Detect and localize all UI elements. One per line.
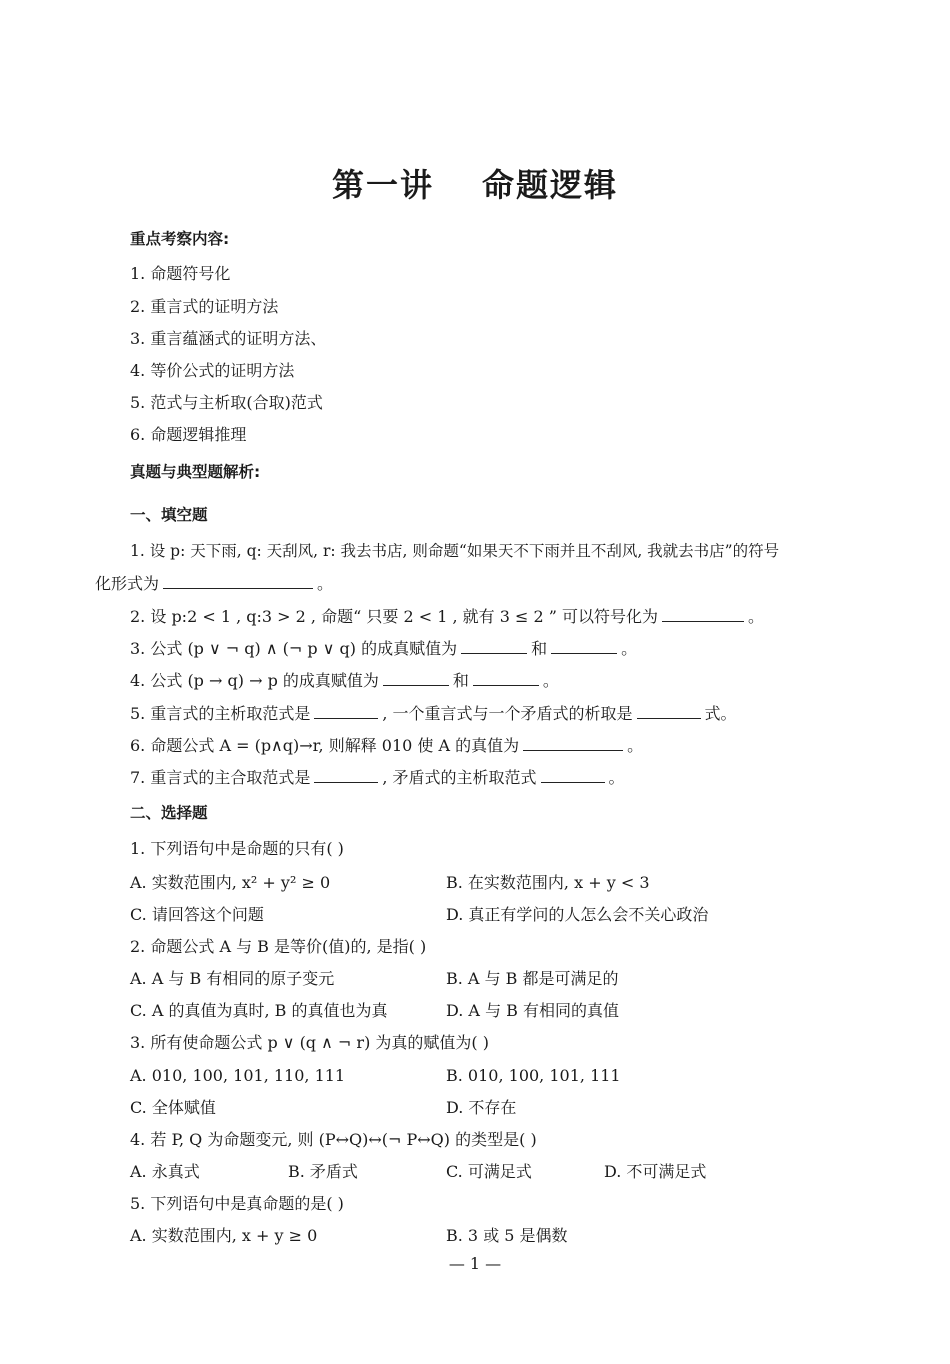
fill-q5: 5. 重言式的主析取范式是 , 一个重言式与一个矛盾式的析取是 式。 — [130, 704, 737, 723]
fill-q6: 6. 命题公式 A = (p∧q)→r, 则解释 010 使 A 的真值为 。 — [130, 736, 644, 755]
page-number: — 1 — — [448, 1254, 502, 1273]
choice-q4-stem: 4. 若 P, Q 为命题变元, 则 (P↔Q)↔(¬ P↔Q) 的类型是( ) — [130, 1130, 537, 1149]
choice-q4-option-a[interactable]: A. 永真式 — [130, 1162, 200, 1181]
focus-item: 5. 范式与主析取(合取)范式 — [130, 393, 323, 412]
fill-q1-line1: 1. 设 p: 天下雨, q: 天刮风, r: 我去书店, 则命题“如果天不下雨并且不刮风, 我就去书店”的符号 — [130, 542, 780, 560]
answer-blank[interactable] — [383, 669, 449, 686]
choice-q4-option-d[interactable]: D. 不可满足式 — [604, 1162, 707, 1181]
focus-item: 4. 等价公式的证明方法 — [130, 361, 295, 380]
choice-q1-stem: 1. 下列语句中是命题的只有( ) — [130, 839, 344, 858]
focus-item: 3. 重言蕴涵式的证明方法、 — [130, 329, 327, 348]
choice-q2-option-c[interactable]: C. A 的真值为真时, B 的真值也为真 — [130, 1001, 388, 1020]
choice-heading: 二、选择题 — [130, 804, 208, 822]
choice-q1-option-d[interactable]: D. 真正有学问的人怎么会不关心政治 — [446, 905, 709, 924]
choice-q5-stem: 5. 下列语句中是真命题的是( ) — [130, 1194, 344, 1213]
fill-q4: 4. 公式 (p → q) → p 的成真赋值为 和 。 — [130, 671, 559, 690]
choice-q1-option-b[interactable]: B. 在实数范围内, x + y < 3 — [446, 873, 650, 892]
answer-blank[interactable] — [461, 637, 527, 654]
choice-q3-option-a[interactable]: A. 010, 100, 101, 110, 111 — [130, 1066, 346, 1085]
choice-q3-stem: 3. 所有使命题公式 p ∨ (q ∧ ¬ r) 为真的赋值为( ) — [130, 1033, 489, 1052]
choice-q4-option-c[interactable]: C. 可满足式 — [446, 1162, 532, 1181]
choice-q1-option-c[interactable]: C. 请回答这个问题 — [130, 905, 264, 924]
fill-heading: 一、填空题 — [130, 506, 208, 524]
choice-q3-option-b[interactable]: B. 010, 100, 101, 111 — [446, 1066, 621, 1085]
fill-q3: 3. 公式 (p ∨ ¬ q) ∧ (¬ p ∨ q) 的成真赋值为 和 。 — [130, 639, 638, 658]
answer-blank[interactable] — [551, 637, 617, 654]
choice-q2-option-a[interactable]: A. A 与 B 有相同的原子变元 — [130, 969, 335, 988]
answer-blank[interactable] — [163, 572, 313, 589]
answer-blank[interactable] — [473, 669, 539, 686]
answer-blank[interactable] — [314, 766, 378, 783]
page-title — [0, 160, 950, 206]
answer-blank[interactable] — [662, 605, 744, 622]
focus-item: 6. 命题逻辑推理 — [130, 425, 247, 444]
choice-q3-option-c[interactable]: C. 全体赋值 — [130, 1098, 216, 1117]
choice-q2-option-d[interactable]: D. A 与 B 有相同的真值 — [446, 1001, 620, 1020]
choice-q2-stem: 2. 命题公式 A 与 B 是等价(值)的, 是指( ) — [130, 937, 427, 956]
analysis-heading: 真题与典型题解析: — [130, 463, 261, 481]
title-part1: 第一讲 — [331, 166, 434, 204]
answer-blank[interactable] — [541, 766, 605, 783]
fill-q2: 2. 设 p:2 < 1 , q:3 > 2 , 命题“ 只要 2 < 1 , 就有 3 ≤ 2 ” 可以符号化为 。 — [130, 607, 765, 626]
choice-q5-option-b[interactable]: B. 3 或 5 是偶数 — [446, 1226, 568, 1245]
fill-q7: 7. 重言式的主合取范式是 , 矛盾式的主析取范式 。 — [130, 768, 625, 787]
answer-blank[interactable] — [523, 734, 623, 751]
choice-q2-option-b[interactable]: B. A 与 B 都是可满足的 — [446, 969, 619, 988]
answer-blank[interactable] — [314, 702, 378, 719]
answer-blank[interactable] — [637, 702, 701, 719]
choice-q1-option-a[interactable]: A. 实数范围内, x² + y² ≥ 0 — [130, 873, 331, 892]
title-part2: 命题逻辑 — [482, 166, 619, 204]
choice-q3-option-d[interactable]: D. 不存在 — [446, 1098, 517, 1117]
choice-q5-option-a[interactable]: A. 实数范围内, x + y ≥ 0 — [130, 1226, 318, 1245]
choice-q4-option-b[interactable]: B. 矛盾式 — [288, 1162, 358, 1181]
focus-heading: 重点考察内容: — [130, 230, 230, 248]
fill-q1-line2: 化形式为 。 — [95, 574, 334, 593]
focus-item: 2. 重言式的证明方法 — [130, 297, 279, 316]
focus-item: 1. 命题符号化 — [130, 264, 231, 283]
